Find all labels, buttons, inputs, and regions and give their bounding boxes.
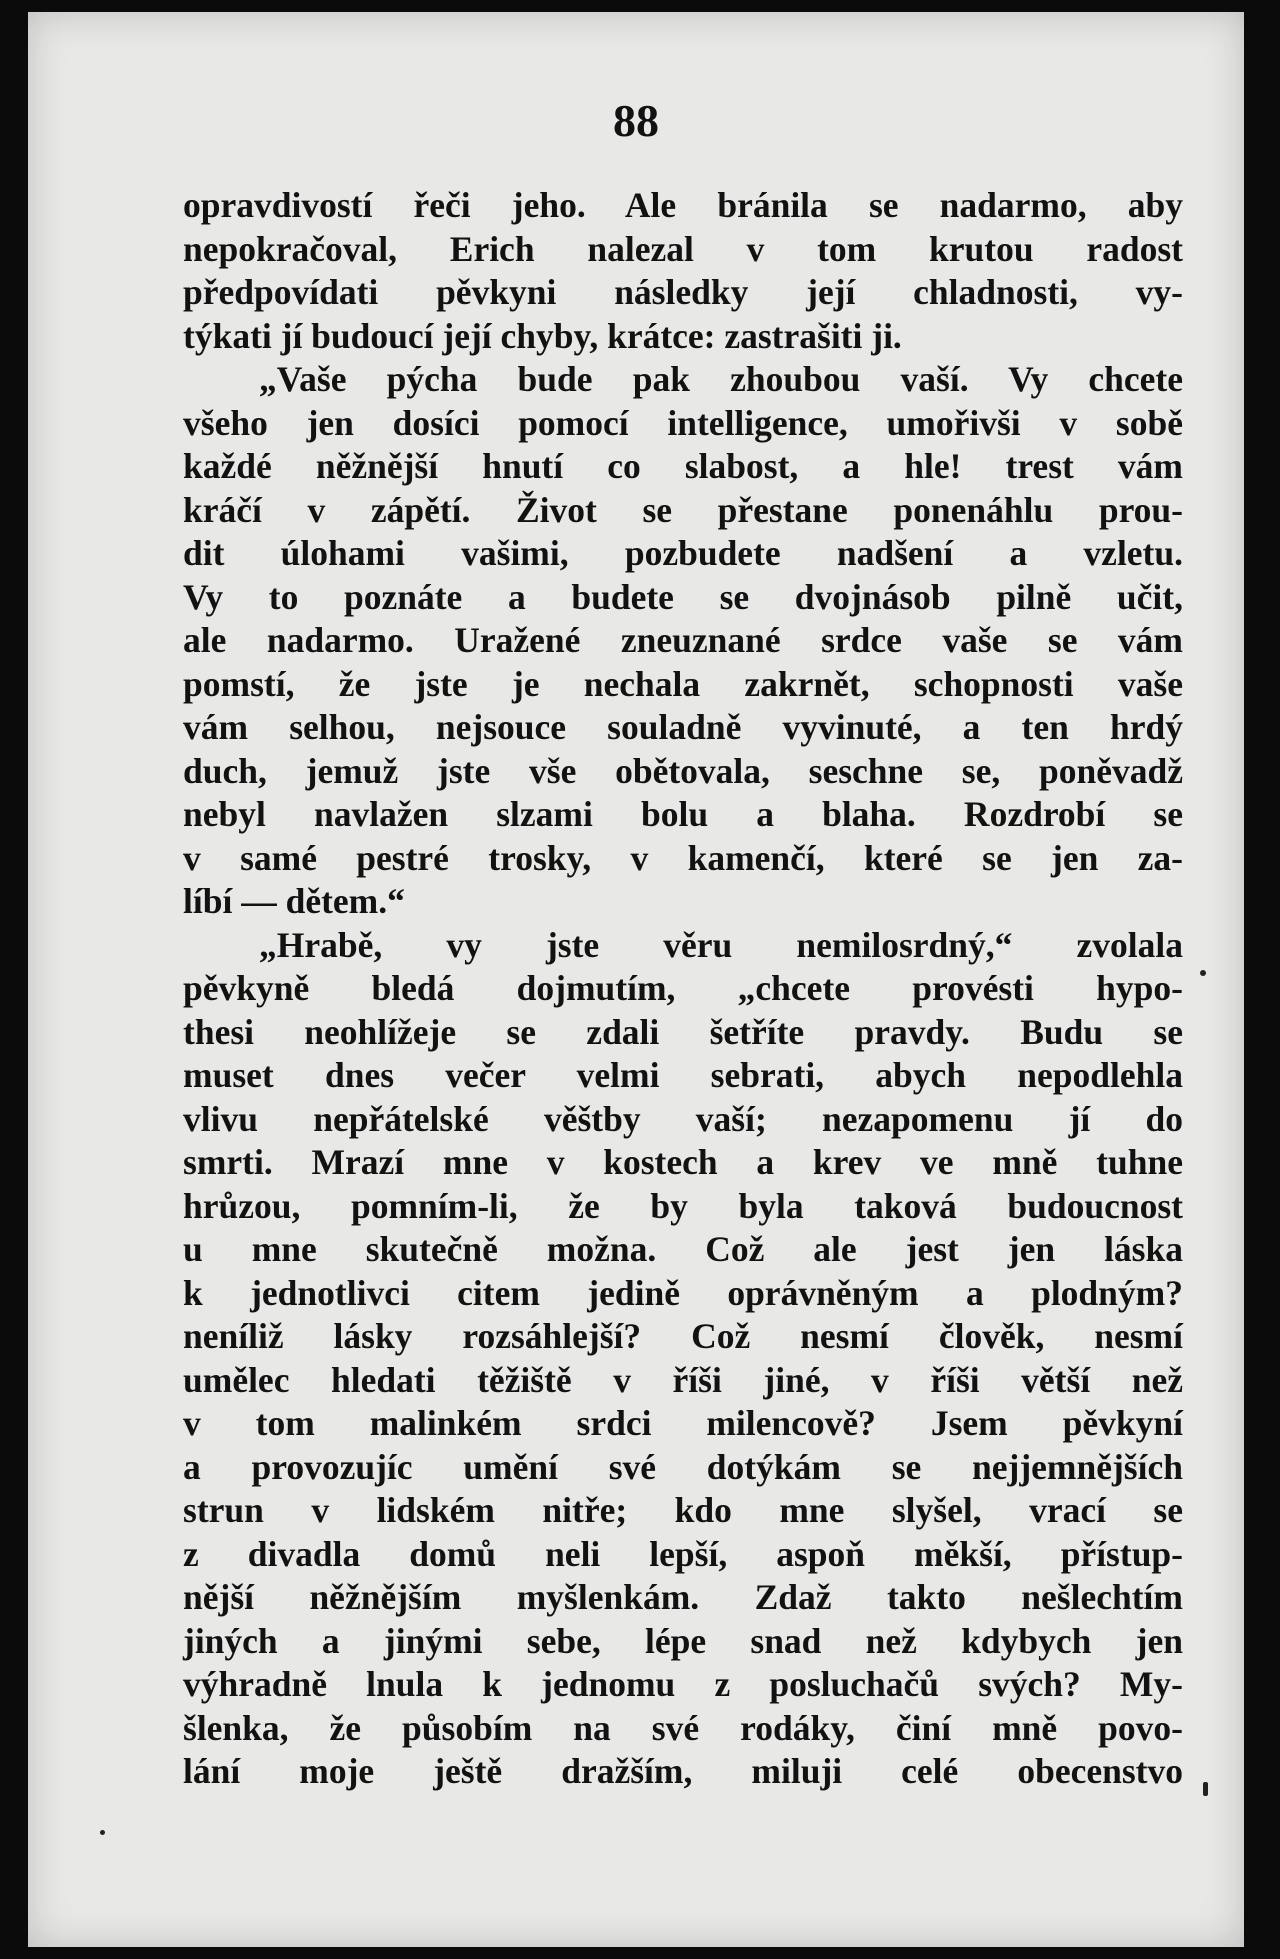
text-line: všeho jen dosíci pomocí intelligence, umořivši v sobě (183, 402, 1183, 443)
text-line: smrti. Mrazí mne v kostech a krev ve mně tuhne (183, 1142, 1183, 1182)
book-page (28, 12, 1244, 1947)
text-line: jiných a jinými sebe, lépe snad než kdybych jen (183, 1620, 1183, 1661)
text-line: thesi neohlížeje se zdali šetříte pravdy. Budu se (183, 1011, 1183, 1052)
paper-speck (1200, 970, 1206, 976)
text-line: v tom malinkém srdci milencově? Jsem pěvkyní (183, 1403, 1183, 1443)
text-line: a provozujíc umění své dotýkám se nejjemnějších (183, 1446, 1183, 1487)
text-line: lání moje ještě dražším, miluji celé obecenstvo (183, 1751, 1183, 1791)
paper-speck (100, 1830, 105, 1835)
text-line: kráčí v zápětí. Život se přestane ponenáhlu prou- (183, 489, 1183, 530)
text-line: neníliž lásky rozsáhlejší? Což nesmí člověk, nesmí (183, 1316, 1183, 1356)
text-line: v samé pestré trosky, v kamenčí, které se jen za- (183, 837, 1183, 878)
text-line: umělec hledati těžiště v říši jiné, v říši větší než (183, 1359, 1183, 1400)
text-line: ale nadarmo. Uražené zneuznané srdce vaše se vám (183, 620, 1183, 660)
text-line: nější něžnějším myšlenkám. Zdaž takto nešlechtím (183, 1577, 1183, 1617)
text-line: „Hrabě, vy jste věru nemilosrdný,“ zvolala (259, 924, 1183, 965)
text-line: šlenka, že působím na své rodáky, činí mně povo- (183, 1707, 1183, 1748)
text-line: strun v lidském nitře; kdo mne slyšel, vrací se (183, 1490, 1183, 1530)
text-line: duch, jemuž jste vše obětovala, seschne se, poněvadž (183, 750, 1183, 791)
text-line: každé něžnější hnutí co slabost, a hle! trest vám (183, 446, 1183, 486)
text-line: pěvkyně bledá dojmutím, „chcete provésti hypo- (183, 968, 1183, 1008)
paper-speck (1203, 1782, 1208, 1796)
text-line: týkati jí budoucí její chyby, krátce: zastrašiti ji. (183, 315, 902, 356)
text-line: k jednotlivci citem jedině oprávněným a plodným? (183, 1272, 1183, 1313)
text-line: z divadla domů neli lepší, aspoň měkší, přístup- (183, 1533, 1183, 1574)
text-line: opravdivostí řeči jeho. Ale bránila se nadarmo, aby (183, 185, 1183, 225)
text-line: u mne skutečně možna. Což ale jest jen láska (183, 1229, 1183, 1269)
text-line: Vy to poznáte a budete se dvojnásob pilně učit, (183, 576, 1183, 617)
body-text (183, 184, 1183, 1794)
text-line: „Vaše pýcha bude pak zhoubou vaší. Vy chcete (259, 359, 1183, 399)
page-number: 88 (613, 95, 659, 146)
text-line: nebyl navlažen slzami bolu a blaha. Rozdrobí se (183, 794, 1183, 834)
scan-border (1246, 0, 1280, 1959)
text-line: vám selhou, nejsouce souladně vyvinuté, a ten hrdý (183, 707, 1183, 747)
text-line: muset dnes večer velmi sebrati, abych nepodlehla (183, 1055, 1183, 1095)
text-line: předpovídati pěvkyni následky její chladnosti, vy- (183, 272, 1183, 312)
text-line: vlivu nepřátelské věštby vaší; nezapomenu jí do (183, 1098, 1183, 1139)
text-line: pomstí, že jste je nechala zakrnět, schopnosti vaše (183, 663, 1183, 704)
text-line: hrůzou, pomním-li, že by byla taková budoucnost (183, 1185, 1183, 1226)
text-line: výhradně lnula k jednomu z posluchačů svých? My- (183, 1664, 1183, 1704)
text-line: dit úlohami vašimi, pozbudete nadšení a vzletu. (183, 533, 1183, 573)
text-line: nepokračoval, Erich nalezal v tom krutou radost (183, 228, 1183, 269)
text-line: líbí — dětem.“ (183, 881, 405, 921)
